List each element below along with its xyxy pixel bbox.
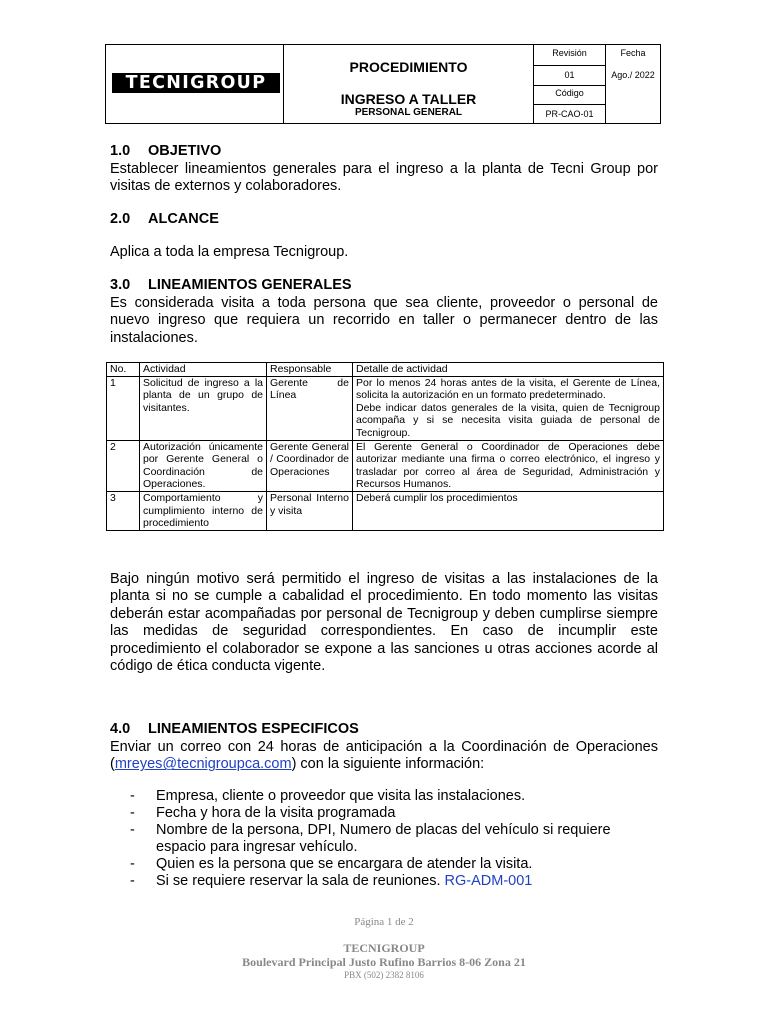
table-cell-no: 2	[107, 440, 140, 491]
list-item: - Empresa, cliente o proveedor que visita las instalaciones.	[130, 788, 526, 804]
table-cell-detail: El Gerente General o Coordinador de Operaciones debe autorizar mediante una firma o correo electrónico, el ingreso y trasladar por correo al área de Seguridad, Administración y Recursos Humanos.	[353, 440, 664, 491]
table-cell-no: 3	[107, 491, 140, 530]
document-header	[105, 44, 661, 124]
table-cell-responsible: Personal Interno y visita	[267, 491, 353, 530]
table-row	[107, 491, 664, 530]
title-cell	[284, 45, 534, 123]
list-item: - Nombre de la persona, DPI, Numero de placas del vehículo si requiere espacio para ingresar vehículo.	[130, 822, 611, 856]
date-value: Ago./ 2022	[611, 70, 655, 80]
section-3-text: Es considerada visita a toda persona que sea cliente, proveedor o personal de nuevo ingreso que requiera un recorrido en taller o permanecer dentro de las instalaciones.	[110, 295, 658, 346]
section-2-heading: 2.0 ALCANCE	[110, 211, 219, 227]
section-4-heading: 4.0 LINEAMIENTOS ESPECIFICOS	[110, 721, 359, 737]
section-3-heading: 3.0 LINEAMIENTOS GENERALES	[110, 277, 352, 293]
footer-address: Boulevard Principal Justo Rufino Barrios 8-06 Zona 21	[242, 955, 526, 969]
section-1-heading: 1.0 OBJETIVO	[110, 143, 222, 159]
logo-cell	[106, 45, 284, 123]
footer-phone: PBX (502) 2382 8106	[344, 970, 424, 980]
table-row	[107, 376, 664, 440]
section-3-closing-text: Bajo ningún motivo será permitido el ingreso de visitas a las instalaciones de la planta si no se cumple a cabalidad el procedimiento. En todo momento las visitas deberán estar acompañadas por personal de Tecnigroup y deben cumplirse siempre las medidas de seguridad correspondientes. En caso de incumplir este procedimiento el colaborador se expone a las sanciones u otras acciones acorde al código de ética conducta vigente.	[110, 571, 658, 675]
section-4-text: Enviar un correo con 24 horas de anticipación a la Coordinación de Operaciones (mreyes@tecnigroupca.com) con la siguiente información:	[110, 739, 658, 773]
page-number: Página 1 de 2	[354, 916, 414, 928]
section-2-text: Aplica a toda la empresa Tecnigroup.	[110, 244, 349, 260]
form-reference-link[interactable]: RG-ADM-001	[444, 873, 533, 889]
list-item: - Quien es la persona que se encargara de atender la visita.	[130, 856, 533, 872]
table-cell-no: 1	[107, 376, 140, 440]
table-cell-responsible: Gerente de Línea	[267, 376, 353, 440]
list-item: - Fecha y hora de la visita programada	[130, 805, 396, 821]
table-header-row	[107, 363, 664, 377]
revision-label: Revisión	[552, 48, 587, 58]
code-label: Código	[555, 88, 584, 98]
table-row	[107, 440, 664, 491]
table-header: No.	[107, 363, 140, 377]
table-cell-activity: Autorización únicamente por Gerente General o Coordinación de Operaciones.	[140, 440, 267, 491]
revision-value: 01	[564, 70, 575, 80]
detail-line: Por lo menos 24 horas antes de la visita, el Gerente de Línea, solicita la autorización en un formato predeterminado.	[356, 376, 660, 402]
document-type: PROCEDIMIENTO	[349, 59, 468, 75]
detail-line: Debe indicar datos generales de la visita, quien de Tecnigroup acompaña y si se necesita visita guiada de personal de Tecnigroup.	[356, 401, 660, 439]
table-cell-detail: Deberá cumplir los procedimientos	[353, 491, 664, 530]
table-header: Responsable	[267, 363, 353, 377]
footer-company: TECNIGROUP	[343, 941, 425, 955]
email-link[interactable]: mreyes@tecnigroupca.com	[114, 756, 292, 773]
table-cell-responsible: Gerente General / Coordinador de Operaciones	[267, 440, 353, 491]
list-item: - Si se requiere reservar la sala de reuniones. RG-ADM-001	[130, 873, 533, 889]
meta-grid	[534, 45, 660, 123]
company-logo: TECNIGROUP	[112, 73, 280, 93]
table-cell-activity: Solicitud de ingreso a la planta de un grupo de visitantes.	[140, 376, 267, 440]
table-cell-activity: Comportamiento y cumplimiento interno de procedimiento	[140, 491, 267, 530]
date-label: Fecha	[620, 48, 646, 58]
document-title: INGRESO A TALLER	[340, 91, 477, 107]
code-value: PR-CAO-01	[545, 109, 594, 119]
section-1-text: Establecer lineamientos generales para el ingreso a la planta de Tecni Group por visitas de externos y colaboradores.	[110, 161, 658, 195]
table-cell-detail	[353, 376, 664, 440]
activities-table	[106, 362, 664, 531]
table-header: Detalle de actividad	[353, 363, 664, 377]
table-header: Actividad	[140, 363, 267, 377]
document-subtitle: PERSONAL GENERAL	[354, 107, 463, 118]
